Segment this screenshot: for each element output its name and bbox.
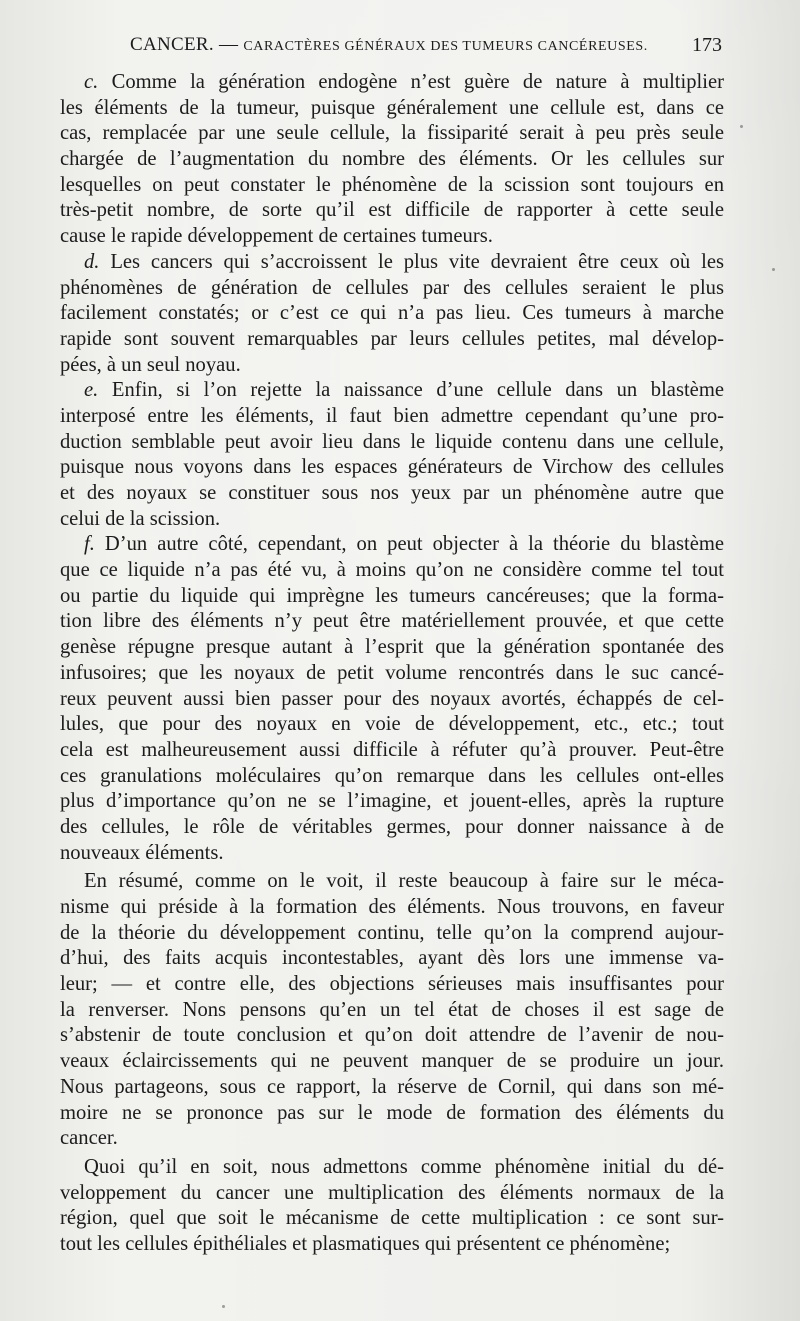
- line-text: très-petit nombre, de sorte qu’il est difficile de rapporter à cette seule: [60, 199, 724, 222]
- line-text: les éléments de la tumeur, puisque généralement une cellule est, dans ce: [60, 96, 724, 119]
- text-line: [60, 895, 724, 921]
- line-text: de la théorie du développement continu, telle qu’on la comprend aujour-: [60, 921, 724, 944]
- text-line: [60, 1126, 724, 1152]
- line-text: ces granulations moléculaires qu’on remarque dans les cellules ont-elles: [60, 764, 724, 787]
- text-line: [60, 789, 724, 815]
- line-text: facilement constatés; or c’est ce qui n’a pas lieu. Ces tumeurs à marche: [60, 302, 724, 325]
- paper-speck: [222, 1305, 225, 1308]
- line-text: lesquelles on peut constater le phénomène de la scission sont toujours en: [60, 173, 724, 196]
- body-text: [60, 70, 724, 1258]
- text-line: [60, 70, 724, 96]
- line-text: celui de la scission.: [60, 507, 221, 530]
- text-line: [60, 507, 724, 533]
- text-line: [60, 173, 724, 199]
- text-line: [60, 455, 724, 481]
- line-text: nisme qui préside à la formation des éléments. Nous trouvons, en faveur: [60, 896, 724, 918]
- text-line: [60, 276, 724, 302]
- text-line: [60, 946, 724, 972]
- paragraph-label: d.: [84, 250, 100, 273]
- text-line: [60, 609, 724, 635]
- line-text: genèse répugne presque autant à l’esprit que la génération spontanée des: [60, 636, 724, 659]
- text-line: [60, 96, 724, 122]
- text-line: [60, 764, 724, 790]
- line-text: Enfin, si l’on rejette la naissance d’une cellule dans un blastème: [111, 379, 724, 402]
- running-title: [130, 34, 648, 56]
- text-line: [60, 558, 724, 584]
- line-text: Comme la génération endogène n’est guère de nature à multiplier: [111, 71, 724, 93]
- text-line: [60, 687, 724, 713]
- paragraph: [60, 378, 724, 532]
- line-text: chargée de l’augmentation du nombre des éléments. Or les cellules sur: [60, 148, 724, 171]
- text-line: [60, 430, 724, 456]
- line-text: infusoires; que les noyaux de petit volume rencontrés dans le suc cancé-: [60, 661, 724, 684]
- text-line: [60, 1181, 724, 1207]
- line-text: plus d’importance qu’on ne se l’imagine, et jouent-elles, après la rupture: [60, 790, 724, 813]
- text-line: [60, 353, 724, 379]
- text-line: [60, 198, 724, 224]
- text-line: [60, 301, 724, 327]
- text-line: [60, 1049, 724, 1075]
- line-text: moire ne se prononce pas sur le mode de formation des éléments du: [60, 1101, 724, 1124]
- line-text: reux peuvent aussi bien passer pour des noyaux avortés, échappés de cel-: [60, 687, 724, 710]
- paragraph-label: c.: [84, 71, 99, 93]
- line-text: s’abstenir de toute conclusion et qu’on doit attendre de l’avenir de nou-: [60, 1024, 724, 1047]
- paragraph: [60, 532, 724, 866]
- line-text: En résumé, comme on le voit, il reste beaucoup à faire sur le méca-: [84, 870, 724, 893]
- line-text: Nous partageons, sous ce rapport, la réserve de Cornil, qui dans son mé-: [60, 1075, 724, 1098]
- line-text: cas, remplacée par une seule cellule, la fissiparité serait à peu près seule: [60, 122, 724, 145]
- text-line: [60, 584, 724, 610]
- text-line: [60, 1075, 724, 1101]
- text-line: [60, 404, 724, 430]
- text-line: [60, 250, 724, 276]
- text-line: [60, 224, 724, 250]
- line-text: interposé entre les éléments, il faut bien admettre cependant qu’une pro-: [60, 404, 724, 427]
- page-number: 173: [692, 34, 722, 56]
- line-text: phénomènes de génération de cellules par des cellules seraient le plus: [60, 276, 724, 299]
- text-line: [60, 532, 724, 558]
- text-line: [60, 841, 724, 867]
- line-text: cause le rapide développement de certaines tumeurs.: [60, 225, 493, 248]
- text-line: [60, 815, 724, 841]
- line-text: veloppement du cancer une multiplication des éléments normaux de la: [60, 1181, 724, 1204]
- text-line: [60, 869, 724, 895]
- text-line: [60, 1101, 724, 1127]
- line-text: la renverser. Nons pensons qu’en un tel état de choses il est sage de: [60, 998, 724, 1021]
- text-line: [60, 998, 724, 1024]
- line-text: cela est malheureusement aussi difficile à réfuter qu’à prouver. Peut-être: [60, 738, 724, 761]
- text-line: [60, 327, 724, 353]
- line-text: nouveaux éléments.: [60, 841, 224, 864]
- paper-speck: [772, 268, 775, 271]
- running-title-main: CANCER. —: [130, 34, 244, 55]
- text-line: [60, 1232, 724, 1258]
- line-text: pées, à un seul noyau.: [60, 353, 241, 376]
- text-line: [60, 712, 724, 738]
- line-text: région, quel que soit le mécanisme de cette multiplication : ce sont sur-: [60, 1207, 724, 1230]
- line-text: leur; — et contre elle, des objections sérieuses mais insuffisantes pour: [60, 973, 724, 996]
- line-text: lules, que pour des noyaux en voie de développement, etc., etc.; tout: [60, 713, 724, 736]
- line-text: ou partie du liquide qui imprègne les tumeurs cancéreuses; que la forma-: [60, 584, 724, 607]
- line-text: duction semblable peut avoir lieu dans le liquide contenu dans une cellule,: [60, 430, 724, 453]
- text-line: [60, 378, 724, 404]
- paragraph-label: f.: [84, 533, 95, 556]
- line-text: et des noyaux se constituer sous nos yeux par un phénomène autre que: [60, 482, 724, 504]
- text-line: [60, 738, 724, 764]
- paragraph: [60, 70, 724, 250]
- running-title-subtitle: CARACTÈRES GÉNÉRAUX DES TUMEURS CANCÉREUSES.: [243, 39, 648, 54]
- paragraph: [60, 250, 724, 378]
- line-text: cancer.: [60, 1127, 118, 1150]
- line-text: tout les cellules épithéliales et plasmatiques qui présentent ce phénomène;: [60, 1232, 671, 1255]
- line-text: Quoi qu’il en soit, nous admettons comme phénomène initial du dé-: [84, 1155, 724, 1178]
- text-line: [60, 635, 724, 661]
- line-text: rapide sont souvent remarquables par leurs cellules petites, mal dévelop-: [60, 327, 724, 350]
- line-text: Les cancers qui s’accroissent le plus vite devraient être ceux où les: [110, 250, 724, 273]
- text-line: [60, 147, 724, 173]
- line-text: que ce liquide n’a pas été vu, à moins qu’on ne considère comme tel tout: [60, 559, 724, 582]
- paragraph: [60, 1155, 724, 1258]
- line-text: d’hui, des faits acquis incontestables, ayant dès lors une immense va-: [60, 947, 724, 970]
- text-line: [60, 1206, 724, 1232]
- paper-speck: [740, 125, 743, 128]
- text-line: [60, 921, 724, 947]
- text-line: [60, 481, 724, 507]
- line-text: veaux éclaircissements qui ne peuvent manquer de se produire un jour.: [60, 1050, 724, 1073]
- paragraph: [60, 869, 724, 1152]
- line-text: puisque nous voyons dans les espaces générateurs de Virchow des cellules: [60, 456, 724, 479]
- line-text: des cellules, le rôle de véritables germes, pour donner naissance à de: [60, 815, 724, 838]
- text-line: [60, 1155, 724, 1181]
- text-line: [60, 121, 724, 147]
- line-text: D’un autre côté, cependant, on peut objecter à la théorie du blastème: [104, 533, 725, 556]
- page-header: [60, 34, 722, 60]
- text-line: [60, 972, 724, 998]
- paragraph-label: e.: [84, 379, 99, 402]
- text-line: [60, 661, 724, 687]
- text-line: [60, 1023, 724, 1049]
- line-text: tion libre des éléments n’y peut être matériellement prouvée, et que cette: [60, 610, 724, 633]
